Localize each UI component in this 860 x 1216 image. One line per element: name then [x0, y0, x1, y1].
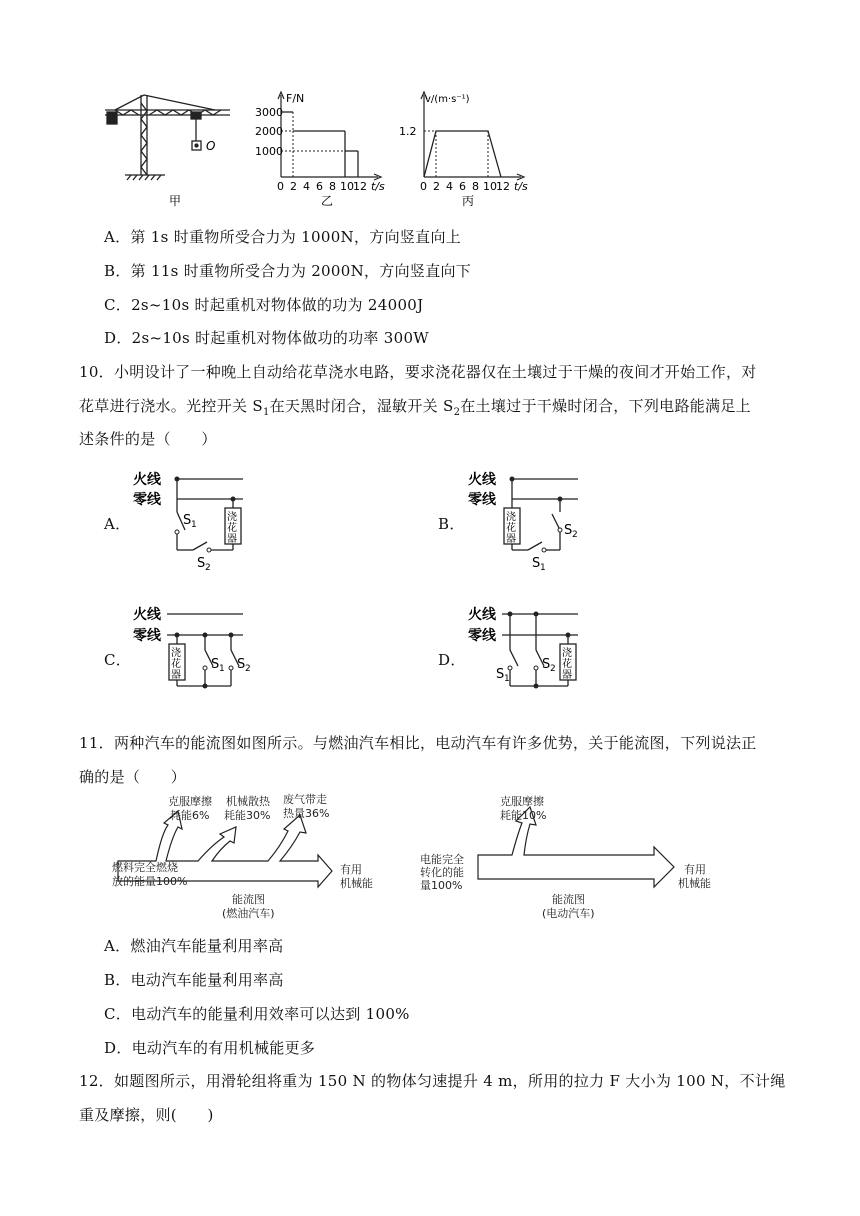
svg-text:S: S — [183, 513, 192, 528]
svg-text:2: 2 — [572, 530, 578, 540]
q10-option-d-label: D． — [438, 651, 466, 669]
svg-text:器: 器 — [171, 670, 181, 681]
svg-text:耗能30%: 耗能30% — [224, 809, 271, 822]
q12-stem-line2: 重及摩擦，则( ) — [79, 1106, 214, 1124]
svg-text:零线: 零线 — [133, 628, 161, 644]
force-x-tick: 10 — [340, 180, 354, 193]
svg-text:燃料完全燃烧: 燃料完全燃烧 — [112, 861, 178, 874]
force-x-tick: 0 — [277, 180, 284, 193]
svg-text:克服摩擦: 克服摩擦 — [168, 795, 212, 808]
force-x-axis-label: t/s — [371, 180, 385, 193]
svg-text:火线: 火线 — [133, 607, 161, 623]
svg-text:S: S — [197, 556, 206, 571]
velocity-x-tick: 2 — [433, 180, 440, 193]
svg-text:浇: 浇 — [227, 512, 237, 523]
svg-text:器: 器 — [506, 534, 516, 545]
velocity-x-tick: 12 — [496, 180, 510, 193]
q9-option-a: A．第 1s 时重物所受合力为 1000N，方向竖直向上 — [104, 228, 462, 246]
svg-text:1: 1 — [191, 520, 197, 530]
svg-text:花: 花 — [227, 523, 237, 534]
q11-option-a: A．燃油汽车能量利用率高 — [104, 937, 284, 955]
svg-text:火线: 火线 — [133, 472, 161, 488]
velocity-time-graph — [399, 92, 528, 208]
svg-text:花: 花 — [506, 523, 516, 534]
svg-text:有用: 有用 — [684, 863, 706, 876]
crane-hook-label: O — [206, 139, 216, 153]
velocity-x-axis-label: t/s — [514, 180, 528, 193]
force-y-tick: 3000 — [255, 106, 283, 119]
svg-text:热量36%: 热量36% — [283, 807, 330, 820]
velocity-x-tick: 4 — [446, 180, 453, 193]
svg-text:零线: 零线 — [468, 492, 496, 508]
q11-option-c: C．电动汽车的能量利用效率可以达到 100% — [104, 1005, 410, 1023]
q11-option-b: B．电动汽车能量利用率高 — [104, 971, 284, 989]
circuit-a — [125, 462, 255, 580]
crane-caption: 甲 — [169, 194, 182, 208]
svg-text:零线: 零线 — [133, 492, 161, 508]
force-graph-caption: 乙 — [321, 194, 334, 208]
svg-text:机械能: 机械能 — [340, 877, 373, 890]
svg-text:1: 1 — [540, 563, 546, 573]
svg-text:浇: 浇 — [171, 648, 181, 659]
velocity-x-tick: 6 — [459, 180, 466, 193]
q11-stem-line2: 确的是（ ） — [79, 768, 187, 786]
svg-text:废气带走: 废气带走 — [283, 793, 327, 806]
fuel-car-energy-flow — [108, 793, 378, 923]
q10-option-b-label: B． — [438, 515, 465, 533]
velocity-line — [424, 131, 501, 177]
svg-text:(电动汽车): (电动汽车) — [542, 907, 595, 920]
svg-text:S: S — [564, 523, 573, 538]
electric-car-energy-flow — [418, 793, 728, 923]
velocity-x-tick: 10 — [483, 180, 497, 193]
q11-stem-line1: 11．两种汽车的能流图如图所示。与燃油汽车相比，电动汽车有许多优势，关于能流图，下列说法正 — [79, 734, 757, 752]
svg-text:浇: 浇 — [506, 512, 516, 523]
velocity-x-tick: 0 — [420, 180, 427, 193]
circuit-b — [460, 462, 590, 580]
force-x-tick: 6 — [316, 180, 323, 193]
svg-text:2: 2 — [550, 664, 556, 674]
svg-text:1: 1 — [504, 674, 510, 684]
svg-text:机械能: 机械能 — [678, 877, 711, 890]
svg-text:花: 花 — [562, 659, 572, 670]
q9-option-c: C．2s~10s 时起重机对物体做的功为 24000J — [104, 296, 424, 314]
svg-text:2: 2 — [205, 563, 211, 573]
force-y-tick: 2000 — [255, 125, 283, 138]
svg-text:有用: 有用 — [340, 863, 362, 876]
svg-text:放的能量100%: 放的能量100% — [112, 875, 188, 888]
svg-text:火线: 火线 — [468, 607, 496, 623]
svg-text:S: S — [496, 667, 505, 682]
svg-text:零线: 零线 — [468, 628, 496, 644]
svg-text:电能完全: 电能完全 — [420, 853, 464, 866]
svg-text:克服摩擦: 克服摩擦 — [500, 795, 544, 808]
velocity-x-tick: 8 — [472, 180, 479, 193]
q10-option-a-label: A． — [104, 515, 131, 533]
svg-text:S: S — [532, 556, 541, 571]
svg-text:S: S — [542, 657, 551, 672]
circuit-c — [125, 598, 255, 698]
velocity-y-axis-label: v/(m·s⁻¹) — [425, 94, 470, 105]
q9-option-d: D．2s~10s 时起重机对物体做功的功率 300W — [104, 329, 430, 347]
svg-text:2: 2 — [245, 664, 251, 674]
crane-diagram — [105, 95, 230, 180]
svg-text:机械散热: 机械散热 — [226, 795, 270, 808]
svg-text:S: S — [211, 657, 220, 672]
svg-text:耗能6%: 耗能6% — [170, 809, 210, 822]
velocity-y-tick: 1.2 — [399, 125, 417, 138]
svg-text:器: 器 — [227, 534, 237, 545]
svg-text:能流图: 能流图 — [552, 893, 585, 906]
force-x-tick: 4 — [303, 180, 310, 193]
q10-stem-line2: 花草进行浇水。光控开关 $S_1$在天黑时闭合，湿敏开关 $S_2$在土壤过于干燥时闭合，下列电路能满足上 — [79, 397, 751, 418]
force-x-tick: 2 — [290, 180, 297, 193]
q10-stem-line1: 10．小明设计了一种晚上自动给花草浇水电路，要求浇花器仅在土壤过于干燥的夜间才开始工作，对 — [79, 363, 757, 381]
q9-figure — [95, 85, 545, 215]
svg-text:1: 1 — [219, 664, 225, 674]
svg-text:(燃油汽车): (燃油汽车) — [222, 907, 275, 920]
force-x-tick: 8 — [329, 180, 336, 193]
q12-stem-line1: 12．如题图所示，用滑轮组将重为 150 N 的物体匀速提升 4 m，所用的拉力 F 大小为 100 N，不计绳 — [79, 1072, 786, 1090]
svg-text:转化的能: 转化的能 — [420, 866, 464, 879]
svg-text:火线: 火线 — [468, 472, 496, 488]
q10-option-c-label: C． — [104, 651, 132, 669]
svg-text:器: 器 — [562, 670, 572, 681]
force-y-tick: 1000 — [255, 145, 283, 158]
svg-text:S: S — [237, 657, 246, 672]
velocity-graph-caption: 丙 — [462, 194, 475, 208]
svg-text:耗能10%: 耗能10% — [500, 809, 547, 822]
q9-option-b: B．第 11s 时重物所受合力为 2000N，方向竖直向下 — [104, 262, 472, 280]
q10-stem-line3: 述条件的是（ ） — [79, 430, 217, 448]
svg-text:浇: 浇 — [562, 648, 572, 659]
circuit-d — [460, 598, 590, 698]
svg-text:能流图: 能流图 — [232, 893, 265, 906]
svg-text:花: 花 — [171, 659, 181, 670]
force-y-axis-label: F/N — [286, 92, 305, 105]
force-x-tick: 12 — [353, 180, 367, 193]
svg-text:量100%: 量100% — [420, 879, 463, 892]
force-time-graph — [255, 92, 385, 208]
q11-option-d: D．电动汽车的有用机械能更多 — [104, 1039, 316, 1057]
